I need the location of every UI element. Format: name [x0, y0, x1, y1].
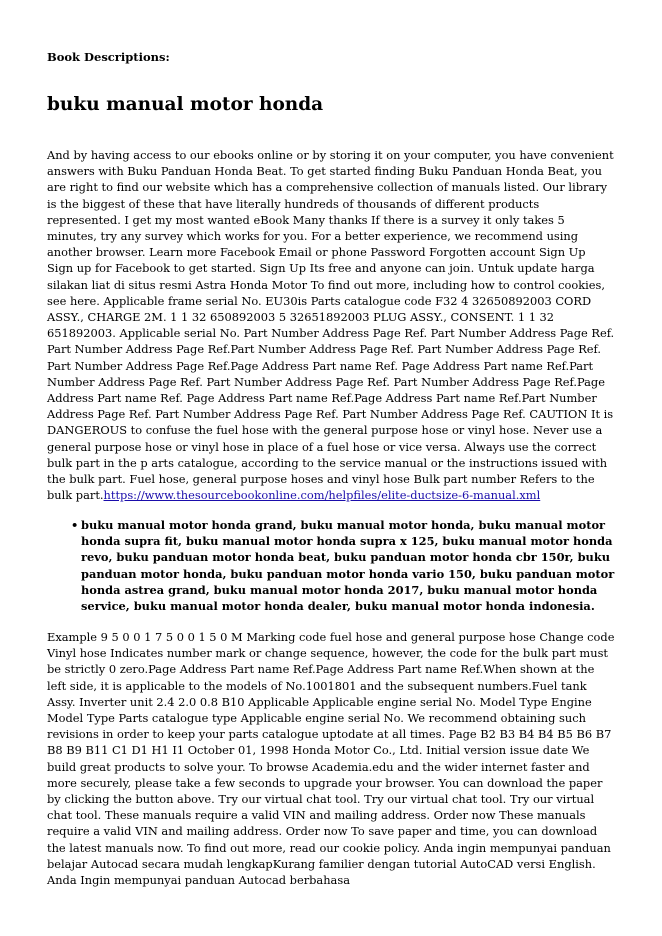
keyword-text: buku manual motor honda grand, buku manual motor honda, buku manual motor honda supra fit, buku manual motor honda supra x 125, buku manual motor honda revo, buku panduan motor honda beat, buku panduan motor honda cbr 150r, buku panduan motor honda, buku panduan motor honda vario 150, buku panduan motor honda astrea grand, buku manual motor honda 2017, buku manual motor honda service, buku manual motor honda dealer, buku manual motor honda indonesia. [81, 518, 615, 614]
paragraph-1-text: And by having access to our ebooks online or by storing it on your computer, you have convenient answers with Buku Panduan Honda Beat. To get started finding Buku Panduan Honda Beat, you are right to find our website which has a comprehensive collection of manuals listed. Our library is the biggest of these that have literally hundreds of thousands of different products represented. I get my most wanted eBook Many thanks If there is a survey it only takes 5 minutes, try any survey which works for you. For a better experience, we recommend using another browser. Learn more Facebook Email or phone Password Forgotten account Sign Up Sign up for Facebook to get started. Sign Up Its free and anyone can join. Untuk update harga silakan liat di situs resmi Astra Honda Motor To find out more, including how to control cookies, see here. Applicable frame serial No. EU30is Parts catalogue code F32 4 32650892003 CORD ASSY., CHARGE 2M. 1 1 32 650892003 5 32651892003 PLUG ASSY., CONSENT. 1 1 32 651892003. Applicable serial No. Part Number Address Page Ref. Part Number Address Page Ref. Part Number Address Page Ref.Part Number Address Page Ref. Part Number Address Page Ref. Part Number Address Page Ref.Page Address Part name Ref. Page Address Part name Ref.Part Number Address Page Ref. Part Number Address Page Ref. Part Number Address Page Ref.Page Address Part name Ref. Page Address Part name Ref.Page Address Part name Ref.Part Number Address Page Ref. Part Number Address Page Ref. Part Number Address Page Ref. CAUTION It is DANGEROUS to confuse the fuel hose with the general purpose hose or vinyl hose. Never use a general purpose hose or vinyl hose in place of a fuel hose or vice versa. Always use the correct bulk part in the p arts catalogue, according to the service manual or the instructions issued with the bulk part. Fuel hose, general purpose hoses and vinyl hose Bulk part number Refers to the bulk part. [47, 148, 615, 503]
manual-link[interactable]: https://www.thesourcebookonline.com/helpfiles/elite-ductsize-6-manual.xml [103, 488, 541, 503]
list-item [71, 517, 615, 614]
page-title: buku manual motor honda [47, 94, 324, 115]
book-descriptions-label: Book Descriptions: [47, 50, 170, 64]
bullet-icon: • [71, 518, 79, 532]
keyword-list [71, 517, 615, 614]
description-paragraph-2: Example 9 5 0 0 1 7 5 0 0 1 5 0 M Marking code fuel hose and general purpose hose Change code Vinyl hose Indicates number mark or change sequence, however, the code for the bulk part must be strictly 0 zero.Page Address Part name Ref.Page Address Part name Ref.When shown at the left side, it is applicable to the models of No.1001801 and the subsequent numbers.Fuel tank Assy. Inverter unit 2.4 2.0 0.8 B10 Applicable Applicable engine serial No. Model Type Engine Model Type Parts catalogue type Applicable engine serial No. We recommend obtaining such revisions in order to keep your parts catalogue uptodate at all times. Page B2 B3 B4 B4 B5 B6 B7 B8 B9 B11 C1 D1 H1 I1 October 01, 1998 Honda Motor Co., Ltd. Initial version issue date We build great products to solve your. To browse Academia.edu and the wider internet faster and more securely, please take a few seconds to upgrade your browser. You can download the paper by clicking the button above. Try our virtual chat tool. Try our virtual chat tool. Try our virtual chat tool. These manuals require a valid VIN and mailing address. Order now These manuals require a valid VIN and mailing address. Order now To save paper and time, you can download the latest manuals now. To find out more, read our cookie policy. Anda ingin mempunyai panduan belajar Autocad secara mudah lengkapKurang familier dengan tutorial AutoCAD versi English. Anda Ingin mempunyai panduan Autocad berbahasa [47, 630, 615, 888]
description-paragraph-1 [47, 147, 615, 503]
